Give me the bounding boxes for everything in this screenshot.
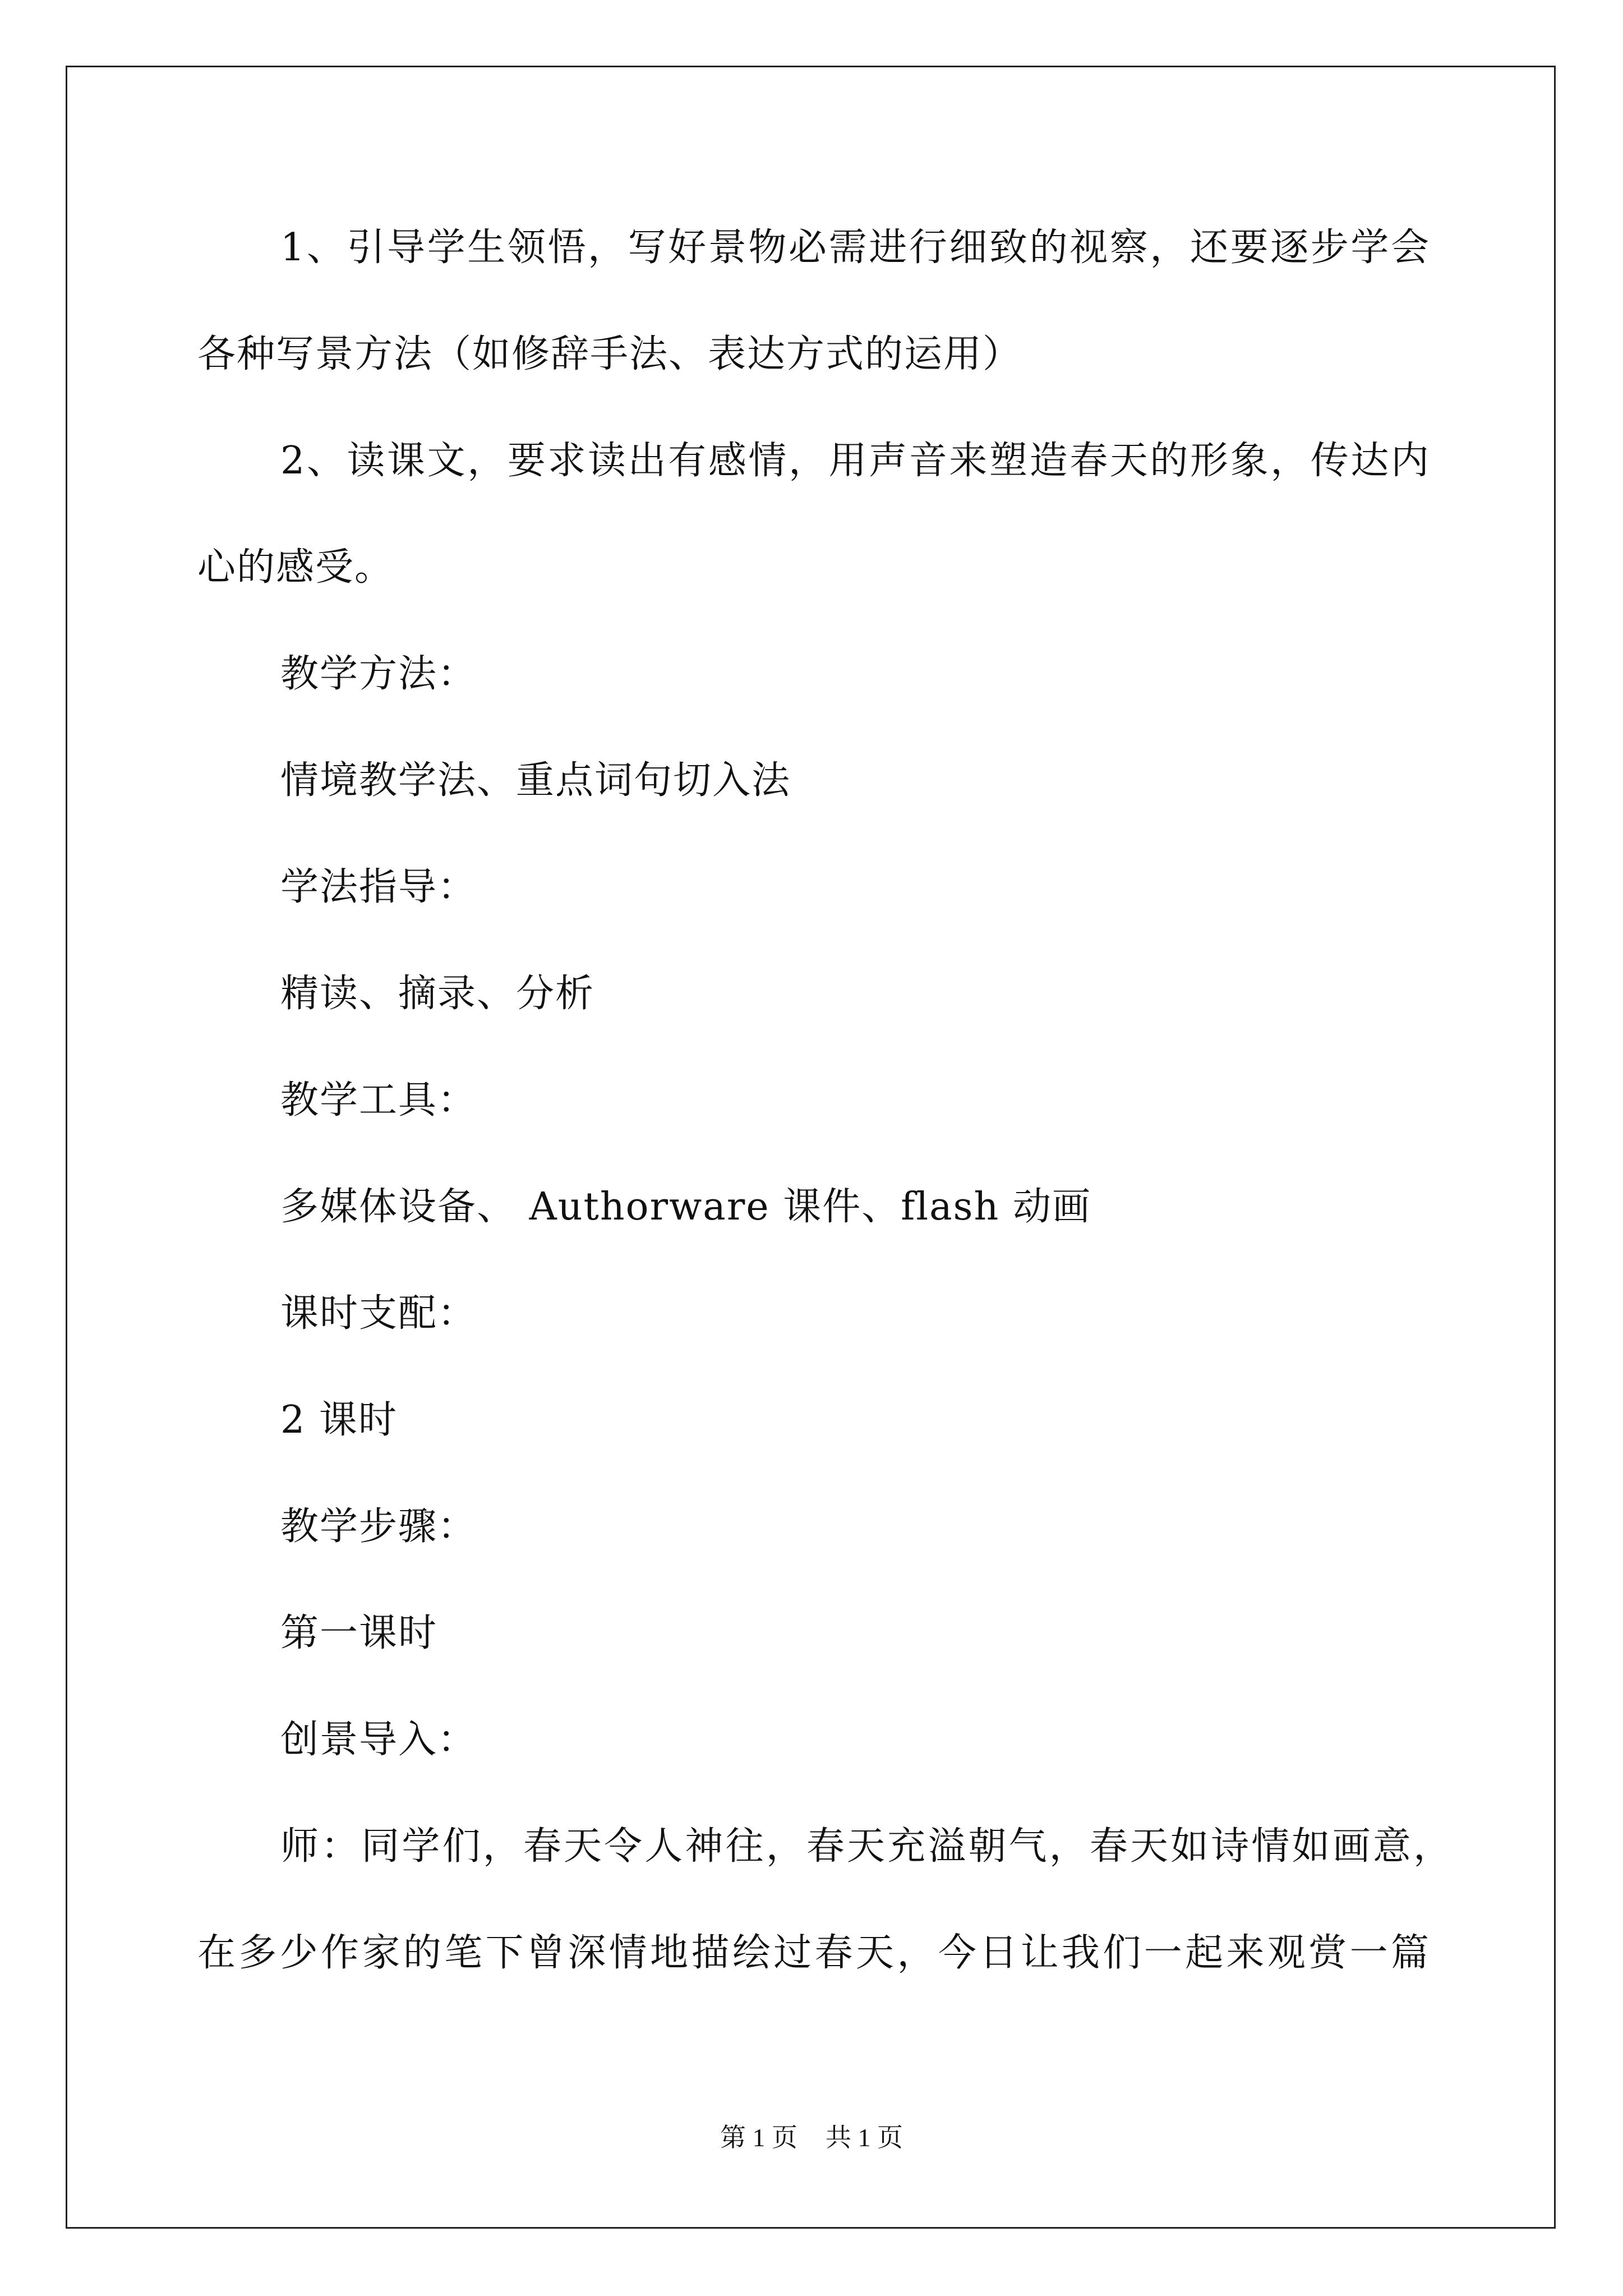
section-heading: 教学工具： [280,1078,477,1122]
page-number-total: 共 1 页 [826,2123,903,2152]
paragraph-line: 第一课时 [280,1611,438,1655]
paragraph-line: 1、引导学生领悟，写好景物必需进行细致的视察，还要逐步学会 [280,226,1430,270]
paragraph-line: 心的感受。 [197,545,394,590]
paragraph-line: 师：同学们，春天令人神往，春天充溢朝气，春天如诗情如画意， [280,1824,1453,1869]
page-footer [0,2125,1623,2151]
section-heading: 课时支配： [280,1291,477,1336]
paragraph-line: 情境教学法、重点词句切入法 [280,758,791,803]
paragraph-line: 2 课时 [280,1398,398,1442]
paragraph-line: 多媒体设备、 Authorware 课件、flash 动画 [280,1185,1091,1229]
paragraph-line: 2、读课文，要求读出有感情，用声音来塑造春天的形象，传达内 [280,439,1430,483]
section-heading: 学法指导： [280,865,477,909]
section-heading: 教学步骤： [280,1504,477,1549]
section-heading: 教学方法： [280,652,477,696]
page-border [66,66,1556,2229]
paragraph-line: 精读、摘录、分析 [280,972,595,1016]
page-number-current: 第 1 页 [720,2123,797,2152]
section-heading: 创景导入： [280,1718,477,1762]
paragraph-line: 各种写景方法（如修辞手法、表达方式的运用） [197,332,1022,376]
paragraph-line: 在多少作家的笔下曾深情地描绘过春天，今日让我们一起来观赏一篇 [197,1931,1430,1975]
